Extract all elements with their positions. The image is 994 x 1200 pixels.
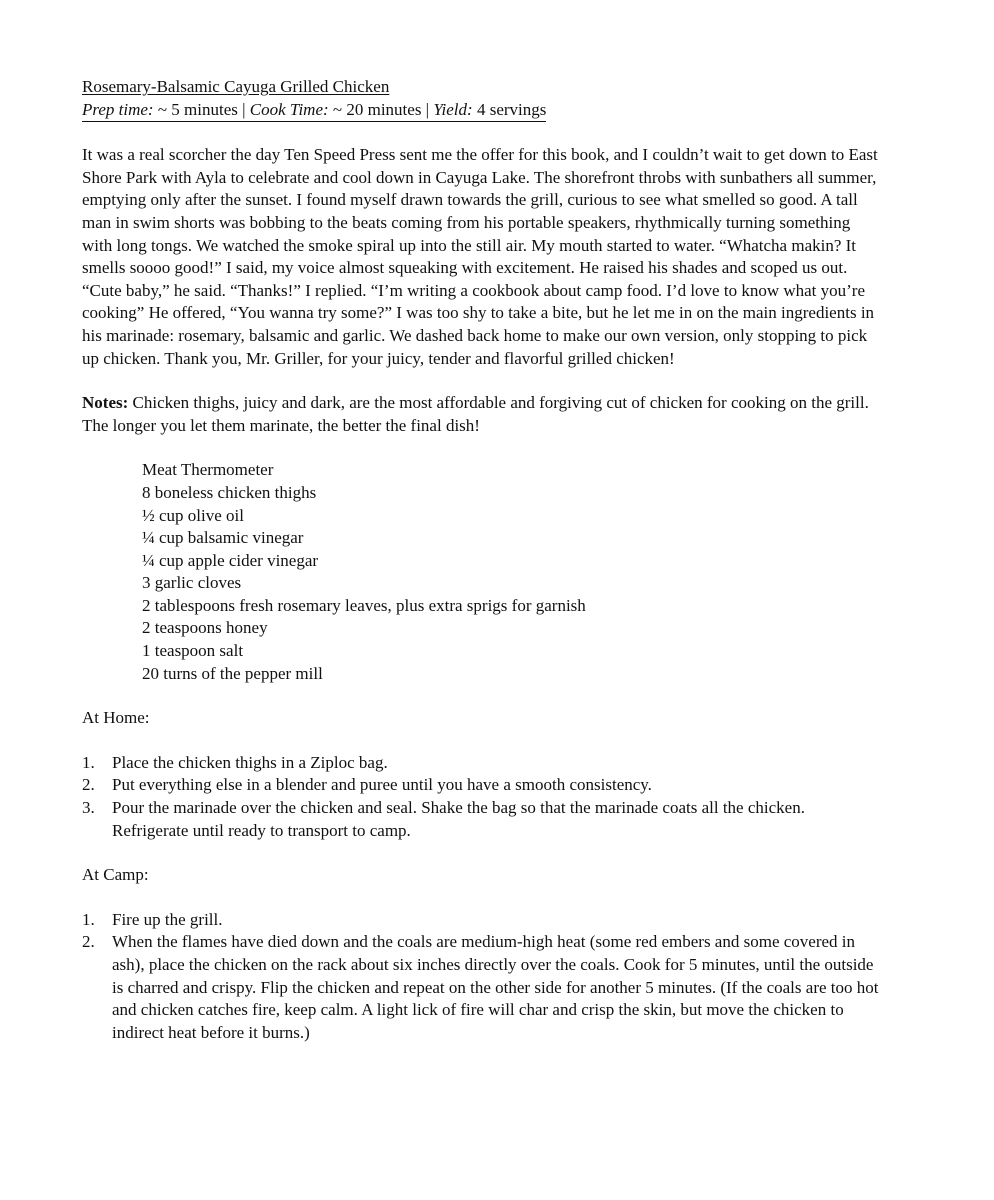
prep-time-value: ~ 5 minutes | [153, 99, 250, 119]
at-camp-heading: At Camp: [82, 865, 149, 885]
cook-time-label: Cook Time: [249, 99, 329, 119]
ingredient-item: Meat Thermometer [142, 460, 274, 480]
step-item [82, 797, 882, 842]
at-camp-steps [82, 909, 882, 1045]
ingredient-item: 20 turns of the pepper mill [142, 663, 323, 683]
step-text: Place the chicken thighs in a Ziploc bag. [112, 752, 388, 772]
ingredient-item: ½ cup olive oil [142, 505, 244, 525]
yield-value: 4 servings [472, 99, 547, 119]
ingredient-list [142, 459, 882, 685]
step-text: Put everything else in a blender and puree until you have a smooth consistency. [112, 775, 652, 795]
step-item [82, 931, 882, 1044]
step-text: Fire up the grill. [112, 909, 223, 929]
notes-text: Chicken thighs, juicy and dark, are the most affordable and forgiving cut of chicken for cooking on the grill. The longer you let them marinate, the better the final dish! [82, 393, 869, 435]
ingredient-item: 2 teaspoons honey [142, 618, 268, 638]
recipe-meta [82, 99, 546, 122]
at-home-steps [82, 752, 882, 842]
ingredient-item: 3 garlic cloves [142, 573, 242, 593]
ingredient-item: 2 tablespoons fresh rosemary leaves, plus extra sprigs for garnish [142, 595, 586, 615]
step-number: 2. [82, 932, 95, 952]
recipe-title: Rosemary-Balsamic Cayuga Grilled Chicken [82, 77, 390, 96]
intro-paragraph: It was a real scorcher the day Ten Speed Press sent me the offer for this book, and I couldn’t wait to get down to East Shore Park with Ayla to celebrate and cool down in Cayuga Lake. The shorefront throbs with sunbathers all summer, emptying only after the sunset. I found myself drawn towards the grill, curious to see what smelled so good. A tall man in swim shorts was bobbing to the beats coming from his portable speakers, rhythmically turning something with long tongs. We watched the smoke spiral up into the still air. My mouth started to water. “Whatcha makin? It smells soooo good!” I said, my voice almost squeaking with excitement. He raised his shades and scoped us out. “Cute baby,” he said. “Thanks!” I replied. “I’m writing a cookbook about camp food. I’d love to know what you’re cooking” He offered, “You wanna try some?” I was too shy to take a bite, but he let me in on the main ingredients in his marinade: rosemary, balsamic and garlic. We dashed back home to make our own version, only stopping to pick up chicken. Thank you, Mr. Griller, for your juicy, tender and flavorful grilled chicken! [82, 145, 878, 368]
step-number: 2. [82, 775, 95, 795]
ingredient-item: 1 teaspoon salt [142, 641, 244, 661]
step-item [82, 774, 882, 797]
recipe-page [82, 76, 882, 1044]
prep-time-label: Prep time: [82, 99, 154, 119]
step-number: 3. [82, 798, 95, 818]
recipe-header [82, 76, 546, 122]
ingredient-item: 8 boneless chicken thighs [142, 482, 317, 502]
step-item [82, 752, 882, 775]
step-item [82, 909, 882, 932]
at-home-heading: At Home: [82, 708, 150, 728]
ingredient-item: ¼ cup balsamic vinegar [142, 528, 304, 548]
yield-label: Yield: [433, 99, 473, 119]
notes-paragraph [82, 392, 882, 437]
step-text: When the flames have died down and the coals are medium-high heat (some red embers and some covered in ash), place the chicken on the rack about six inches directly over the coals. Cook for 5 minutes, until the outside is charred and crispy. Flip the chicken and repeat on the other side for another 5 minutes. (If the coals are too hot and chicken catches fire, keep calm. A light lick of fire will char and crisp the skin, but move the chicken to indirect heat before it burns.) [112, 932, 879, 1042]
step-text: Pour the marinade over the chicken and seal. Shake the bag so that the marinade coats all the chicken. Refrigerate until ready to transport to camp. [112, 798, 805, 840]
notes-label: Notes: [82, 393, 129, 413]
step-number: 1. [82, 909, 95, 929]
step-number: 1. [82, 752, 95, 772]
cook-time-value: ~ 20 minutes | [328, 99, 434, 119]
ingredient-item: ¼ cup apple cider vinegar [142, 550, 319, 570]
